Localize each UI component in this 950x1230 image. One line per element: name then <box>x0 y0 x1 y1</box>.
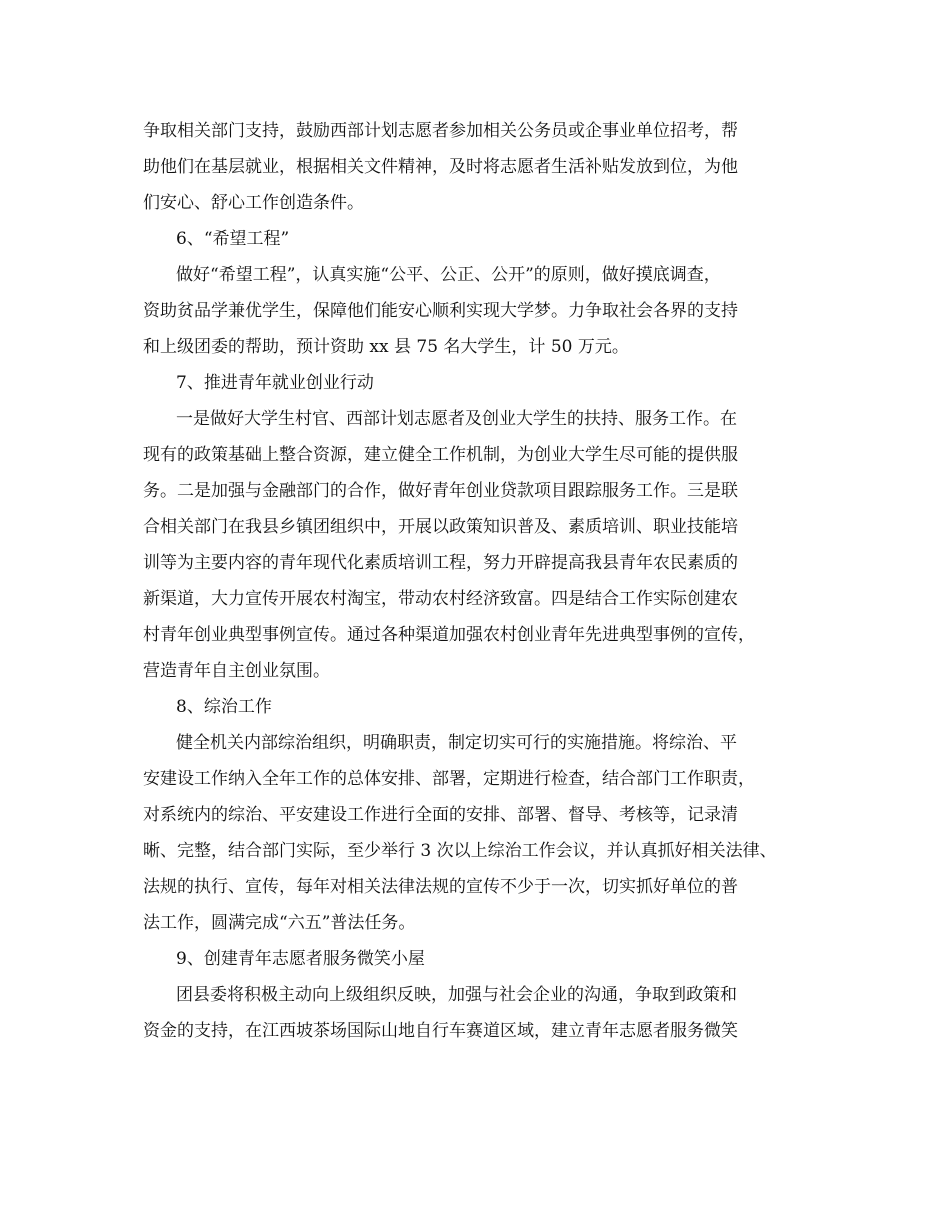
section-heading-6: 6、“希望工程” <box>176 229 290 249</box>
section-heading-9: 9、创建青年志愿者服务微笑小屋 <box>176 949 425 969</box>
paragraph-line: 晰、完整，结合部门实际，至少举行 3 次以上综治工作会议，并认真抓好相关法律、 <box>143 841 777 861</box>
section-heading-8: 8、综治工作 <box>176 697 272 717</box>
paragraph-line: 现有的政策基础上整合资源，建立健全工作机制，为创业大学生尽可能的提供服 <box>143 445 738 465</box>
paragraph-line: 一是做好大学生村官、西部计划志愿者及创业大学生的扶持、服务工作。在 <box>176 409 737 429</box>
paragraph-line: 做好“希望工程”，认真实施“公平、公正、公开”的原则，做好摸底调查， <box>176 265 721 285</box>
paragraph-line: 营造青年自主创业氛围。 <box>143 661 330 681</box>
paragraph-line: 合相关部门在我县乡镇团组织中，开展以政策知识普及、素质培训、职业技能培 <box>143 517 738 537</box>
paragraph-line: 助他们在基层就业，根据相关文件精神，及时将志愿者生活补贴发放到位，为他 <box>143 157 738 177</box>
paragraph-line: 团县委将积极主动向上级组织反映，加强与社会企业的沟通，争取到政策和 <box>176 985 737 1005</box>
paragraph-line: 资助贫品学兼优学生，保障他们能安心顺利实现大学梦。力争取社会各界的支持 <box>143 301 738 321</box>
paragraph-line: 法规的执行、宣传，每年对相关法律法规的宣传不少于一次，切实抓好单位的普 <box>143 877 738 897</box>
paragraph-line: 健全机关内部综治组织，明确职责，制定切实可行的实施措施。将综治、平 <box>176 733 737 753</box>
paragraph-line: 村青年创业典型事例宣传。通过各种渠道加强农村创业青年先进典型事例的宣传， <box>143 625 755 645</box>
paragraph-line: 法工作，圆满完成“六五”普法任务。 <box>143 913 416 933</box>
paragraph-line: 资金的支持，在江西坡茶场国际山地自行车赛道区域，建立青年志愿者服务微笑 <box>143 1021 738 1041</box>
paragraph-line: 新渠道，大力宣传开展农村淘宝，带动农村经济致富。四是结合工作实际创建农 <box>143 589 738 609</box>
paragraph-line: 安建设工作纳入全年工作的总体安排、部署，定期进行检查，结合部门工作职责， <box>143 769 755 789</box>
paragraph-line: 和上级团委的帮助，预计资助 xx 县 75 名大学生，计 50 万元。 <box>143 337 629 357</box>
paragraph-line: 争取相关部门支持，鼓励西部计划志愿者参加相关公务员或企事业单位招考，帮 <box>143 121 738 141</box>
paragraph-line: 训等为主要内容的青年现代化素质培训工程，努力开辟提高我县青年农民素质的 <box>143 553 738 573</box>
section-heading-7: 7、推进青年就业创业行动 <box>176 373 374 393</box>
paragraph-line: 务。二是加强与金融部门的合作，做好青年创业贷款项目跟踪服务工作。三是联 <box>143 481 738 501</box>
paragraph-line: 对系统内的综治、平安建设工作进行全面的安排、部署、督导、考核等，记录清 <box>143 805 738 825</box>
paragraph-line: 们安心、舒心工作创造条件。 <box>143 193 364 213</box>
